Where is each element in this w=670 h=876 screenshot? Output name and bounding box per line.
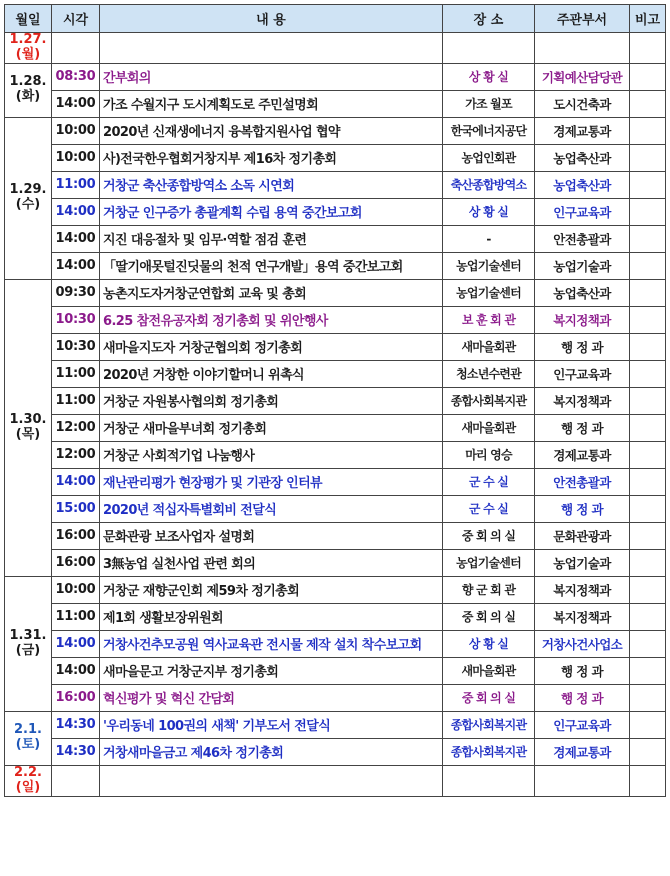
header-time: 시각: [52, 5, 100, 33]
table-row: [5, 522, 666, 549]
weekday-label: (금): [15, 642, 41, 658]
place-cell: 축산종합방역소: [443, 171, 535, 198]
dept-cell: 복지정책과: [535, 576, 630, 603]
table-row: [5, 63, 666, 90]
table-row: [5, 306, 666, 333]
place-cell: [443, 33, 535, 64]
time-cell: 11:00: [52, 387, 100, 414]
time-cell: [52, 765, 100, 796]
time-cell: 14:30: [52, 738, 100, 765]
date-cell: [5, 576, 52, 711]
empty-row: [5, 33, 666, 64]
header-place: 장 소: [443, 5, 535, 33]
table-row: [5, 495, 666, 522]
place-cell: 새마을회관: [443, 414, 535, 441]
table-row: [5, 333, 666, 360]
time-cell: 11:00: [52, 603, 100, 630]
note-cell: [630, 549, 666, 576]
content-cell: [100, 765, 443, 796]
dept-cell: 기획예산담당관: [535, 63, 630, 90]
dept-cell: 행 정 과: [535, 333, 630, 360]
note-cell: [630, 198, 666, 225]
dept-cell: 행 정 과: [535, 414, 630, 441]
note-cell: [630, 63, 666, 90]
weekday-label: (수): [15, 197, 41, 213]
note-cell: [630, 684, 666, 711]
place-cell: 향 군 회 관: [443, 576, 535, 603]
note-cell: [630, 711, 666, 738]
place-cell: 상 황 실: [443, 63, 535, 90]
time-cell: 10:00: [52, 576, 100, 603]
place-cell: 보 훈 회 관: [443, 306, 535, 333]
dept-cell: 안전총괄과: [535, 225, 630, 252]
date-label: 1.27.: [9, 32, 47, 47]
weekday-label: (화): [15, 89, 41, 105]
time-cell: 08:30: [52, 63, 100, 90]
table-row: [5, 117, 666, 144]
time-cell: [52, 33, 100, 64]
schedule-table: [4, 4, 666, 797]
place-cell: 종합사회복지관: [443, 738, 535, 765]
time-cell: 16:00: [52, 684, 100, 711]
note-cell: [630, 441, 666, 468]
content-cell: 3無농업 실천사업 관련 회의: [100, 549, 443, 576]
dept-cell: 거창사건사업소: [535, 630, 630, 657]
dept-cell: 행 정 과: [535, 495, 630, 522]
dept-cell: 인구교육과: [535, 360, 630, 387]
date-cell: [5, 279, 52, 576]
dept-cell: 행 정 과: [535, 684, 630, 711]
time-cell: 10:30: [52, 333, 100, 360]
content-cell: 2020년 거창한 이야기할머니 위촉식: [100, 360, 443, 387]
place-cell: 한국에너지공단: [443, 117, 535, 144]
dept-cell: 농업축산과: [535, 171, 630, 198]
table-row: [5, 279, 666, 306]
place-cell: 농업기술센터: [443, 549, 535, 576]
time-cell: 10:00: [52, 117, 100, 144]
note-cell: [630, 360, 666, 387]
place-cell: 상 황 실: [443, 630, 535, 657]
date-cell: [5, 63, 52, 117]
note-cell: [630, 225, 666, 252]
date-label: 1.28.: [9, 74, 47, 90]
table-row: [5, 738, 666, 765]
time-cell: 15:00: [52, 495, 100, 522]
place-cell: [443, 765, 535, 796]
content-cell: 가조 수월지구 도시계획도로 주민설명회: [100, 90, 443, 117]
date-cell: [5, 711, 52, 765]
time-cell: 12:00: [52, 441, 100, 468]
place-cell: 중 회 의 실: [443, 684, 535, 711]
note-cell: [630, 117, 666, 144]
empty-row: [5, 765, 666, 796]
table-row: [5, 684, 666, 711]
content-cell: 2020년 신재생에너지 융복합지원사업 협약: [100, 117, 443, 144]
header-note: 비고: [630, 5, 666, 33]
dept-cell: 농업기술과: [535, 549, 630, 576]
time-cell: 14:00: [52, 657, 100, 684]
header-row: [5, 5, 666, 33]
note-cell: [630, 171, 666, 198]
note-cell: [630, 603, 666, 630]
header-content: 내 용: [100, 5, 443, 33]
place-cell: 종합사회복지관: [443, 711, 535, 738]
time-cell: 16:00: [52, 522, 100, 549]
table-row: [5, 630, 666, 657]
time-cell: 14:00: [52, 630, 100, 657]
table-row: [5, 468, 666, 495]
content-cell: 농촌지도자거창군연합회 교육 및 총회: [100, 279, 443, 306]
note-cell: [630, 657, 666, 684]
place-cell: 농업기술센터: [443, 252, 535, 279]
table-row: [5, 252, 666, 279]
time-cell: 16:00: [52, 549, 100, 576]
time-cell: 14:00: [52, 198, 100, 225]
dept-cell: 문화관광과: [535, 522, 630, 549]
weekday-label: (토): [15, 737, 41, 753]
dept-cell: 경제교통과: [535, 738, 630, 765]
note-cell: [630, 279, 666, 306]
dept-cell: 복지정책과: [535, 603, 630, 630]
content-cell: 거창군 사회적기업 나눔행사: [100, 441, 443, 468]
place-cell: 가조 월포: [443, 90, 535, 117]
dept-cell: 인구교육과: [535, 711, 630, 738]
dept-cell: 농업축산과: [535, 279, 630, 306]
time-cell: 10:30: [52, 306, 100, 333]
content-cell: 거창군 축산종합방역소 소독 시연회: [100, 171, 443, 198]
table-row: [5, 576, 666, 603]
content-cell: 「딸기애못털진딧물의 천적 연구개발」용역 중간보고회: [100, 252, 443, 279]
note-cell: [630, 387, 666, 414]
note-cell: [630, 306, 666, 333]
header-date: 월일: [5, 5, 52, 33]
date-label: 2.1.: [14, 722, 42, 738]
dept-cell: 복지정책과: [535, 387, 630, 414]
time-cell: 10:00: [52, 144, 100, 171]
note-cell: [630, 576, 666, 603]
table-row: [5, 603, 666, 630]
note-cell: [630, 333, 666, 360]
note-cell: [630, 414, 666, 441]
time-cell: 12:00: [52, 414, 100, 441]
content-cell: 거창군 자원봉사협의회 정기총회: [100, 387, 443, 414]
schedule-body: [5, 33, 666, 797]
note-cell: [630, 468, 666, 495]
time-cell: 14:30: [52, 711, 100, 738]
dept-cell: 행 정 과: [535, 657, 630, 684]
table-row: [5, 225, 666, 252]
weekday-label: (일): [15, 779, 41, 795]
content-cell: 거창군 인구증가 총괄계획 수립 용역 중간보고회: [100, 198, 443, 225]
content-cell: 새마을문고 거창군지부 정기총회: [100, 657, 443, 684]
content-cell: '우리동네 100권의 새책' 기부도서 전달식: [100, 711, 443, 738]
table-row: [5, 144, 666, 171]
date-label: 1.31.: [9, 627, 47, 643]
content-cell: 2020년 적십자특별회비 전달식: [100, 495, 443, 522]
weekday-label: (월): [15, 46, 41, 62]
content-cell: 새마을지도자 거창군협의회 정기총회: [100, 333, 443, 360]
table-row: [5, 198, 666, 225]
note-cell: [630, 252, 666, 279]
table-row: [5, 171, 666, 198]
note-cell: [630, 522, 666, 549]
place-cell: 군 수 실: [443, 495, 535, 522]
content-cell: 거창군 재향군인회 제59차 정기총회: [100, 576, 443, 603]
table-row: [5, 549, 666, 576]
time-cell: 14:00: [52, 225, 100, 252]
place-cell: 농업기술센터: [443, 279, 535, 306]
content-cell: 거창사건추모공원 역사교육관 전시물 제작 설치 착수보고회: [100, 630, 443, 657]
content-cell: 6.25 참전유공자회 정기총회 및 위안행사: [100, 306, 443, 333]
dept-cell: 안전총괄과: [535, 468, 630, 495]
place-cell: 마리 영승: [443, 441, 535, 468]
time-cell: 11:00: [52, 171, 100, 198]
dept-cell: 복지정책과: [535, 306, 630, 333]
dept-cell: 농업기술과: [535, 252, 630, 279]
content-cell: 사)전국한우협회거창지부 제16차 정기총회: [100, 144, 443, 171]
content-cell: 재난관리평가 현장평가 및 기관장 인터뷰: [100, 468, 443, 495]
content-cell: 지진 대응절차 및 임무·역할 점검 훈련: [100, 225, 443, 252]
place-cell: 새마을회관: [443, 333, 535, 360]
dept-cell: 도시건축과: [535, 90, 630, 117]
dept-cell: 경제교통과: [535, 117, 630, 144]
note-cell: [630, 630, 666, 657]
dept-cell: [535, 33, 630, 64]
content-cell: [100, 33, 443, 64]
content-cell: 문화관광 보조사업자 설명회: [100, 522, 443, 549]
note-cell: [630, 495, 666, 522]
note-cell: [630, 90, 666, 117]
date-label: 1.30.: [9, 411, 47, 427]
content-cell: 거창새마을금고 제46차 정기총회: [100, 738, 443, 765]
place-cell: 중 회 의 실: [443, 522, 535, 549]
dept-cell: 경제교통과: [535, 441, 630, 468]
date-cell: [5, 117, 52, 279]
place-cell: 종합사회복지관: [443, 387, 535, 414]
table-row: [5, 657, 666, 684]
note-cell: [630, 33, 666, 64]
table-row: [5, 387, 666, 414]
place-cell: 상 황 실: [443, 198, 535, 225]
date-cell: [5, 765, 52, 796]
table-row: [5, 441, 666, 468]
place-cell: 새마을회관: [443, 657, 535, 684]
date-cell: [5, 33, 52, 64]
time-cell: 14:00: [52, 252, 100, 279]
dept-cell: 농업축산과: [535, 144, 630, 171]
table-row: [5, 90, 666, 117]
place-cell: 농업인회관: [443, 144, 535, 171]
note-cell: [630, 144, 666, 171]
date-label: 2.2.: [14, 765, 42, 780]
place-cell: -: [443, 225, 535, 252]
time-cell: 14:00: [52, 90, 100, 117]
note-cell: [630, 765, 666, 796]
time-cell: 09:30: [52, 279, 100, 306]
place-cell: 청소년수련관: [443, 360, 535, 387]
place-cell: 군 수 실: [443, 468, 535, 495]
weekday-label: (목): [15, 426, 41, 442]
time-cell: 11:00: [52, 360, 100, 387]
content-cell: 혁신평가 및 혁신 간담회: [100, 684, 443, 711]
dept-cell: [535, 765, 630, 796]
date-label: 1.29.: [9, 182, 47, 198]
header-dept: 주관부서: [535, 5, 630, 33]
time-cell: 14:00: [52, 468, 100, 495]
content-cell: 거창군 새마을부녀회 정기총회: [100, 414, 443, 441]
table-row: [5, 360, 666, 387]
dept-cell: 인구교육과: [535, 198, 630, 225]
content-cell: 간부회의: [100, 63, 443, 90]
place-cell: 중 회 의 실: [443, 603, 535, 630]
note-cell: [630, 738, 666, 765]
table-row: [5, 414, 666, 441]
table-row: [5, 711, 666, 738]
content-cell: 제1회 생활보장위원회: [100, 603, 443, 630]
